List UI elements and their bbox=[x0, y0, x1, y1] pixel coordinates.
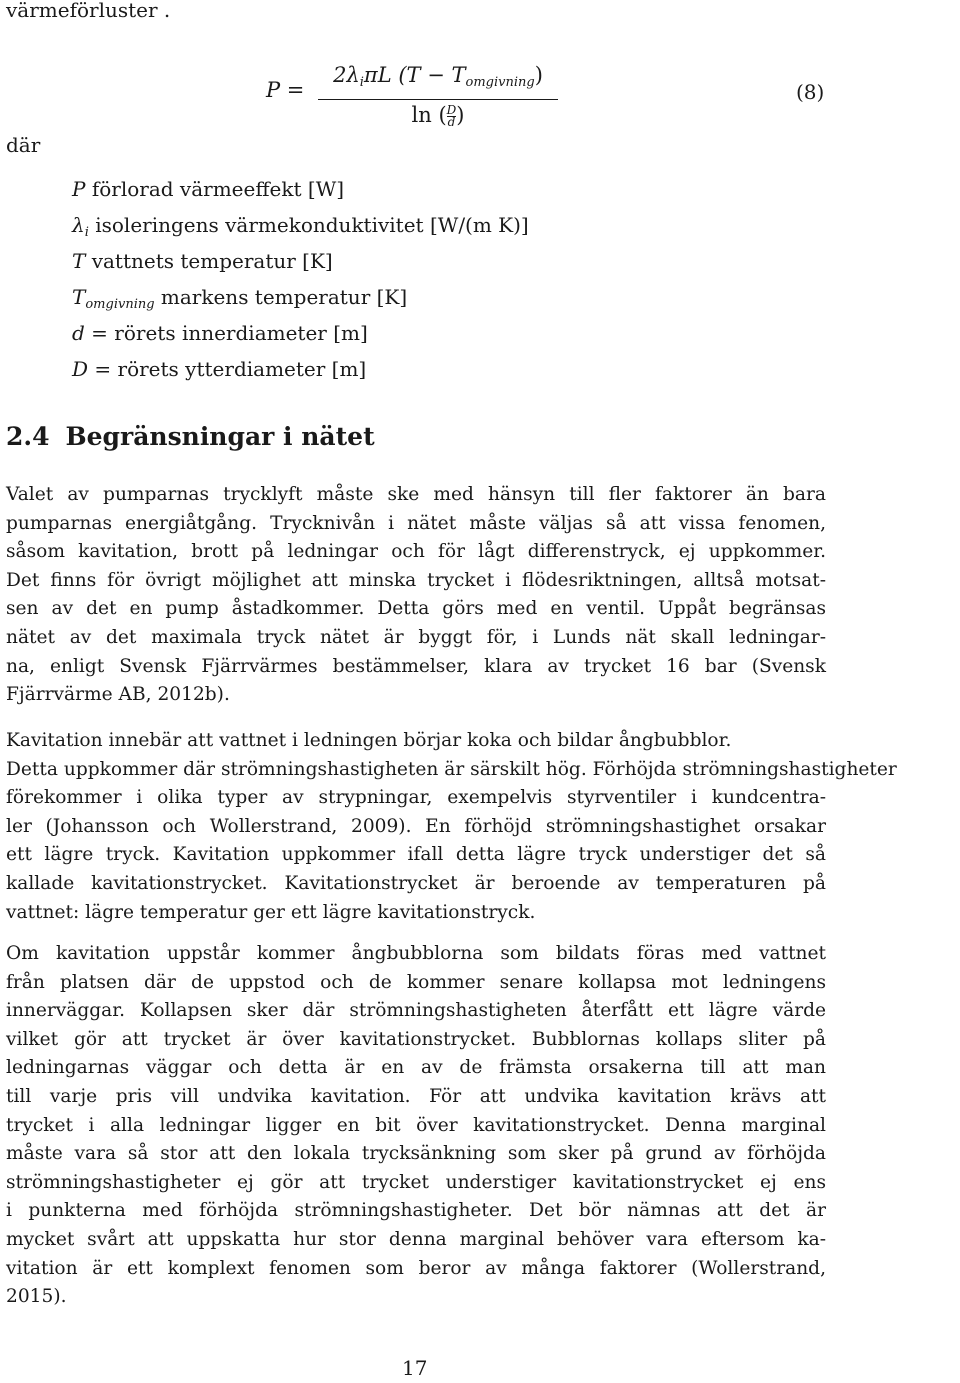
legend-item: $\lambda_i$ isoleringens värmekonduktivitet [W/(m K)] bbox=[72, 213, 529, 240]
equation-lhs: P = bbox=[266, 78, 305, 102]
where-label: där bbox=[6, 133, 41, 157]
variable-legend bbox=[72, 175, 529, 391]
equation-8 bbox=[266, 62, 566, 130]
page-number: 17 bbox=[402, 1356, 428, 1380]
legend-item: D = rörets ytterdiameter [m] bbox=[72, 357, 367, 381]
equation-fraction bbox=[318, 62, 558, 128]
equation-denominator: ln ( $\frac{D}{d}$ ) bbox=[411, 103, 465, 130]
section-heading bbox=[6, 422, 375, 451]
paragraph-pump-pressure: Valet av pumparnas trycklyft måste ske med hänsyn till fler faktorer än bara pumparnas energiåtgång. Trycknivån i nätet måste väljas så att vissa fenomen, såsom kavitation, brott på ledningar och för lågt differenstryck, ej uppkommer. Det finns för övrigt möjlighet att minska trycket i flödesriktningen, alltså motsat- sen av det en pump åstadkommer. Detta görs med en ventil. Uppåt begränsas nätet av det maximala tryck nätet är byggt för, i Lunds nät skall ledningar- na, enligt Svensk Fjärrvärmes bestämmelser, klara av trycket 16 bar (Svensk Fjärrvärme AB, 2012b). bbox=[6, 484, 826, 706]
equation-numerator: $2\lambda_i\pi L$ $(T - T_{omgivning})$ bbox=[333, 63, 543, 90]
legend-item: T vattnets temperatur [K] bbox=[72, 249, 333, 273]
legend-item: P förlorad värmeeffekt [W] bbox=[72, 177, 345, 201]
inner-fraction: $\frac{D}{d}$ bbox=[446, 103, 457, 130]
paragraph-cavitation-effects: Om kavitation uppstår kommer ångbubblorna som bildats föras med vattnet från platsen där de uppstod och de kommer senare kollapsa mot ledningens innerväggar. Kollapsen sker där strömningshastigheten återfått ett lägre värde vilket gör att trycket är över kavitationstrycket. Bubblornas kollaps sliter på ledningarnas väggar och detta är en av de främsta orsakerna till att man till varje pris vill undvika kavitation. För att undvika kavitation krävs att trycket i alla ledningar ligger en bit över kavitationstrycket. Denna marginal måste vara så stor att den lokala trycksänkning som sker på grund av förhöjda strömningshastigheter ej gör att trycket understiger kavitationstrycket ej ens i punkterna med förhöjda strömningshastigheter. Det bör nämnas att det är mycket svårt att uppskatta hur stor denna marginal behöver vara eftersom ka- vitation är ett komplext fenomen som beror av många faktorer (Wollerstrand, 2015). bbox=[6, 943, 826, 1308]
legend-item: $T_{omgivning}$ markens temperatur [K] bbox=[72, 285, 408, 312]
continued-text-fragment: värmeförluster . bbox=[6, 0, 171, 22]
section-title: Begränsningar i nätet bbox=[65, 422, 375, 451]
equation-number: (8) bbox=[796, 80, 825, 104]
paragraph-cavitation-definition: Kavitation innebär att vattnet i ledningen börjar koka och bildar ångbubblor. Detta uppkommer där strömningshastigheten är särskilt hög. Förhöjda strömningshastigheter förekommer i olika typer av strypningar, exempelvis styrventiler i kundcentra- ler (Johansson och Wollerstrand, 2009). En förhöjd strömningshastighet orsakar ett lägre tryck. Kavitation uppkommer ifall detta lägre tryck understiger det så kallade kavitationstrycket. Kavitationstrycket är beroende av temperaturen på vattnet: lägre temperatur ger ett lägre kavitationstryck. bbox=[6, 730, 897, 923]
section-number: 2.4 bbox=[6, 422, 50, 451]
fraction-bar bbox=[318, 99, 558, 100]
legend-item: d = rörets innerdiameter [m] bbox=[72, 321, 368, 345]
